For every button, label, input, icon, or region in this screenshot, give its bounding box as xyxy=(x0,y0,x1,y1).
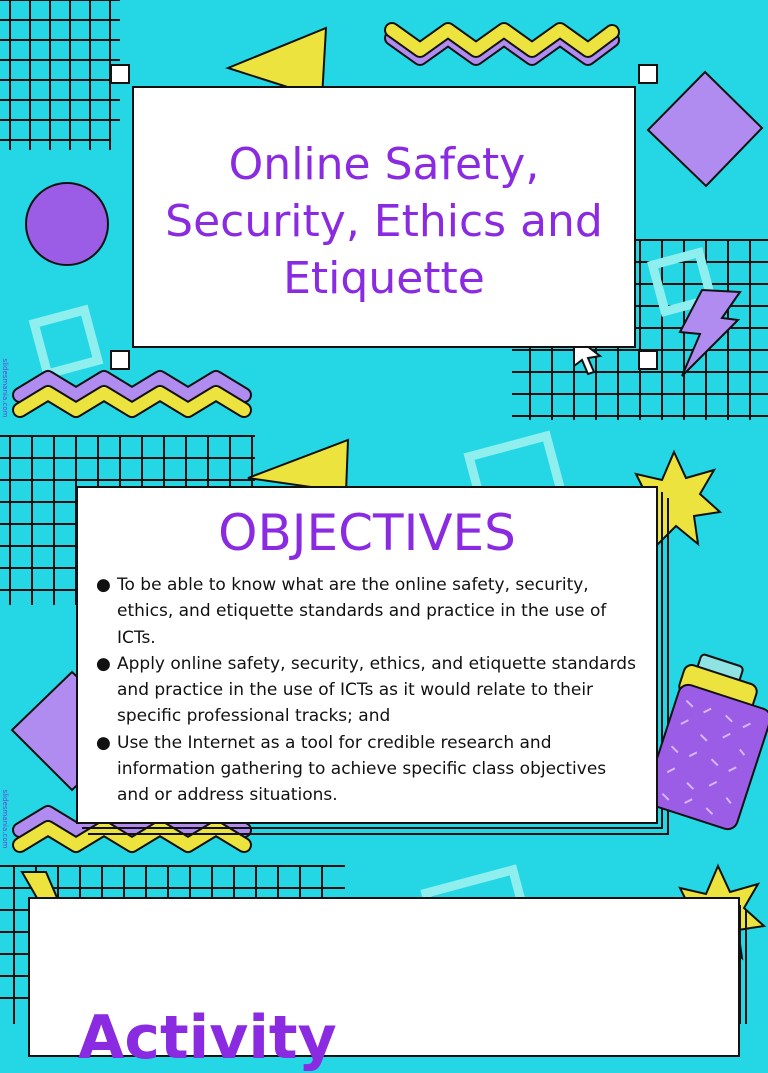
zigzag-shape xyxy=(392,30,612,58)
zigzag-shape xyxy=(20,378,244,410)
objectives-card xyxy=(76,486,658,824)
resize-handle-top-right xyxy=(638,64,658,84)
objective-text: Apply online safety, security, ethics, and etiquette standards and practice in the use of ICTs as it would relate to their specific professional tracks; and xyxy=(117,653,636,727)
objectives-heading: OBJECTIVES xyxy=(218,504,516,562)
bullet-icon: ● xyxy=(96,653,111,674)
objective-text: Use the Internet as a tool for credible research and information gathering to achieve specific class objectives and or address situations. xyxy=(117,732,607,806)
credit-text: slidesmania.com xyxy=(1,358,9,418)
slide-title: Online Safety, Security, Ethics and Etiquette xyxy=(165,139,603,304)
activity-card xyxy=(28,897,740,1073)
bullet-icon: ● xyxy=(96,732,111,753)
resize-handle-bottom-right xyxy=(638,350,658,370)
list-item xyxy=(96,572,642,651)
resize-handle-bottom-left xyxy=(110,350,130,370)
objectives-list xyxy=(96,572,642,809)
list-item xyxy=(96,651,642,730)
resize-handle-top-left xyxy=(110,64,130,84)
circle-shape xyxy=(26,183,108,265)
objective-text: To be able to know what are the online safety, security, ethics, and etiquette standards and practice in the use of ICTs. xyxy=(117,575,607,648)
title-slide-card xyxy=(132,86,636,348)
bullet-icon: ● xyxy=(96,575,111,595)
triangle-shape xyxy=(248,440,348,492)
grid-pattern xyxy=(0,0,120,150)
activity-heading: Activity xyxy=(78,1003,337,1073)
diamond-shape xyxy=(648,72,762,186)
credit-text: slidesmania.com xyxy=(1,789,9,849)
list-item xyxy=(96,730,642,809)
